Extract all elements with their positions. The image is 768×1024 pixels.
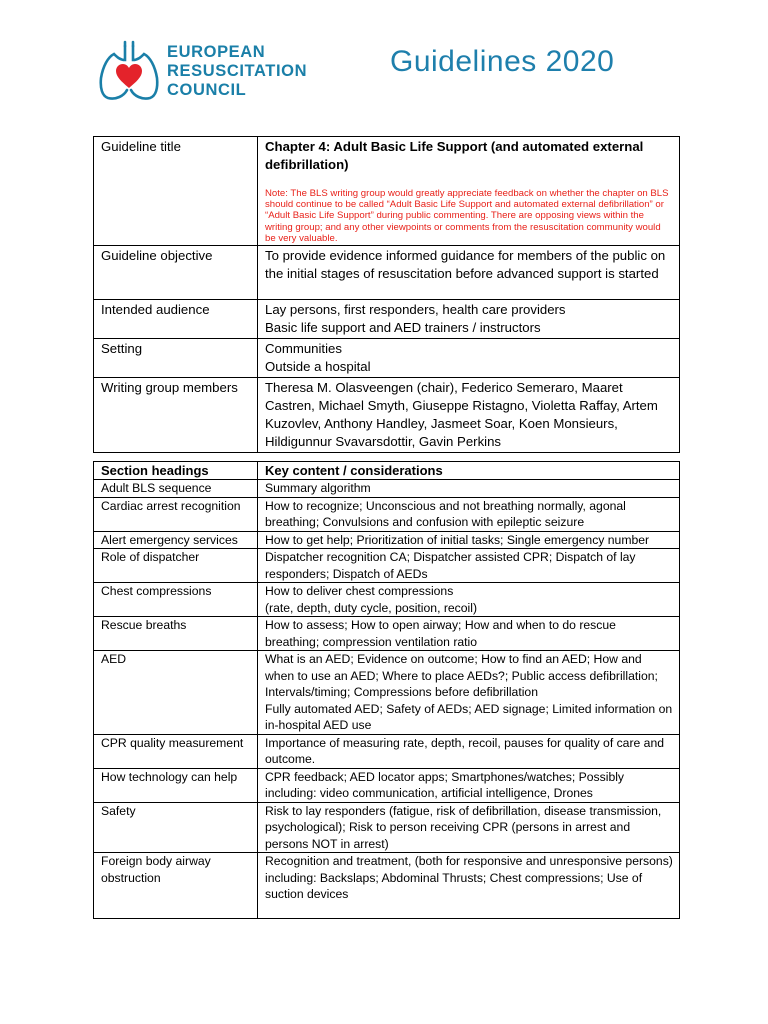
row-value: Theresa M. Olasveengen (chair), Federico Semeraro, Maaret Castren, Michael Smyth, Giuseppe Ristagno, Violetta Raffay, Artem Kuzovlev, Anthony Handley, Jasmeet Soar, Koen Monsieurs, Hildigunnur Svavarsdottir, Gavin Perkins bbox=[258, 378, 680, 453]
section-content bbox=[258, 497, 680, 531]
section-content bbox=[258, 853, 680, 919]
table-row bbox=[94, 549, 680, 583]
section-heading: AED bbox=[94, 651, 258, 735]
content-line: Fully automated AED; Safety of AEDs; AED signage; Limited information on in-hospital AED use bbox=[265, 701, 673, 732]
table-row bbox=[94, 853, 680, 919]
section-heading: How technology can help bbox=[94, 768, 258, 802]
section-heading: Cardiac arrest recognition bbox=[94, 497, 258, 531]
logo-line: RESUSCITATION bbox=[167, 62, 308, 80]
value-line: Outside a hospital bbox=[265, 359, 371, 375]
content-line: Dispatcher recognition CA; Dispatcher assisted CPR; Dispatch of lay responders; Dispatch of AEDs bbox=[265, 550, 636, 581]
logo-line: EUROPEAN bbox=[167, 43, 266, 61]
section-heading: Adult BLS sequence bbox=[94, 480, 258, 498]
table-row bbox=[94, 734, 680, 768]
table-row bbox=[94, 617, 680, 651]
content-line: Risk to lay responders (fatigue, risk of defibrillation, disease transmission, psychological); Risk to person receiving CPR (persons in arrest and persons NOT in arrest) bbox=[265, 803, 662, 851]
row-label: Guideline title bbox=[94, 137, 258, 246]
table-row bbox=[94, 531, 680, 549]
row-value bbox=[258, 137, 680, 246]
row-label: Writing group members bbox=[94, 378, 258, 453]
table-row bbox=[94, 651, 680, 735]
table-header-row bbox=[94, 462, 680, 480]
table-row bbox=[94, 768, 680, 802]
row-label: Guideline objective bbox=[94, 246, 258, 300]
section-content bbox=[258, 768, 680, 802]
row-value bbox=[258, 339, 680, 378]
content-line: How to assess; How to open airway; How and when to do rescue breathing; compression ventilation ratio bbox=[265, 618, 616, 649]
content-line: Summary algorithm bbox=[265, 481, 371, 495]
section-content bbox=[258, 617, 680, 651]
feedback-note: Note: The BLS writing group would greatly appreciate feedback on whether the chapter on BLS should continue to be called “Adult Basic Life Support and automated external defibrillation” or “Adult Basic Life Support” during public commenting. There are opposing views within the writing group; and any other viewpoints or comments from the resuscitation community would be very valuable. bbox=[265, 188, 669, 244]
content-line: Recognition and treatment, (both for responsive and unresponsive persons) including: Backslaps; Abdominal Thrusts; Chest compressions; Use of suction devices bbox=[265, 854, 673, 901]
value-line: Lay persons, first responders, health care providers bbox=[265, 302, 566, 318]
content-line: How to get help; Prioritization of initial tasks; Single emergency number bbox=[265, 532, 650, 547]
page-title: Guidelines 2020 bbox=[390, 45, 615, 78]
row-label: Intended audience bbox=[94, 300, 258, 339]
chapter-title: Chapter 4: Adult Basic Life Support (and automated external defibrillation) bbox=[265, 139, 644, 172]
content-line: What is an AED; Evidence on outcome; How to find an AED; How and when to use an AED; Where to place AEDs?; Public access defibrillation; Intervals/timing; Compressions before defibrillation bbox=[265, 652, 658, 699]
section-content bbox=[258, 583, 680, 617]
guideline-info-table bbox=[93, 136, 680, 453]
logo-line: COUNCIL bbox=[167, 81, 247, 99]
section-heading: Safety bbox=[94, 802, 258, 853]
table-row bbox=[94, 137, 680, 246]
row-value: To provide evidence informed guidance for members of the public on the initial stages of resuscitation before advanced support is started bbox=[258, 246, 680, 300]
table-row bbox=[94, 480, 680, 498]
logo-wordmark bbox=[167, 43, 307, 100]
column-header: Section headings bbox=[94, 462, 258, 480]
table-row bbox=[94, 497, 680, 531]
section-content bbox=[258, 549, 680, 583]
section-heading: Rescue breaths bbox=[94, 617, 258, 651]
table-row bbox=[94, 583, 680, 617]
table-row bbox=[94, 378, 680, 453]
section-heading: CPR quality measurement bbox=[94, 734, 258, 768]
content-line: How to deliver chest compressions bbox=[265, 584, 454, 598]
section-content bbox=[258, 480, 680, 498]
row-label: Setting bbox=[94, 339, 258, 378]
section-content bbox=[258, 734, 680, 768]
section-heading: Alert emergency services bbox=[94, 531, 258, 549]
table-row bbox=[94, 246, 680, 300]
section-heading: Role of dispatcher bbox=[94, 549, 258, 583]
column-header: Key content / considerations bbox=[258, 462, 680, 480]
content-line: Importance of measuring rate, depth, recoil, pauses for quality of care and outcome. bbox=[265, 735, 665, 766]
content-line: (rate, depth, duty cycle, position, recoil) bbox=[265, 600, 478, 615]
section-content bbox=[258, 802, 680, 853]
table-row bbox=[94, 802, 680, 853]
content-line: How to recognize; Unconscious and not breathing normally, agonal breathing; Convulsions and confusion with epileptic seizure bbox=[265, 498, 626, 529]
content-line: CPR feedback; AED locator apps; Smartphones/watches; Possibly including: video communication, artificial intelligence, Drones bbox=[265, 769, 625, 800]
section-heading: Chest compressions bbox=[94, 583, 258, 617]
row-value bbox=[258, 300, 680, 339]
table-row bbox=[94, 339, 680, 378]
section-heading: Foreign body airway obstruction bbox=[94, 853, 258, 919]
value-line: Communities bbox=[265, 341, 342, 357]
lungs-heart-icon bbox=[98, 40, 160, 102]
section-content bbox=[258, 531, 680, 549]
section-headings-table bbox=[93, 461, 680, 919]
table-row bbox=[94, 300, 680, 339]
value-line: Basic life support and AED trainers / instructors bbox=[265, 320, 541, 336]
section-content bbox=[258, 651, 680, 735]
erc-logo bbox=[98, 40, 308, 102]
